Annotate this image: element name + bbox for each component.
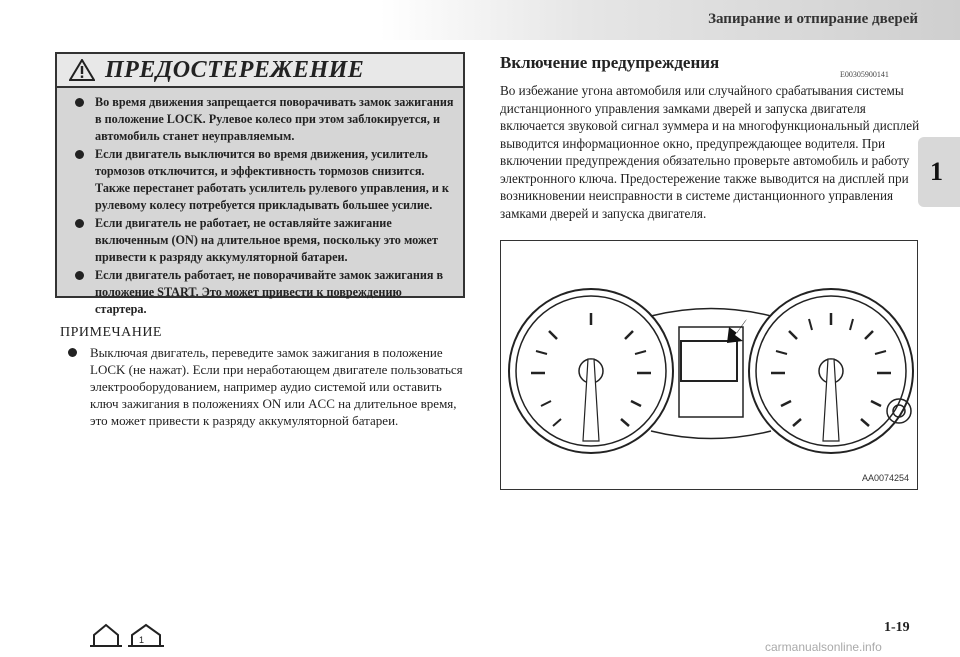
pointer-arrow-icon	[727, 319, 747, 343]
chapter-tab	[918, 137, 960, 207]
warning-list	[57, 88, 463, 318]
svg-text:1: 1	[139, 635, 145, 645]
warning-header	[57, 54, 463, 88]
note-title: ПРИМЕЧАНИЕ	[60, 325, 162, 340]
section-title: Включение предупреждения	[500, 53, 720, 72]
chapter-tab-number: 1	[930, 157, 943, 186]
note-item: Выключая двигатель, переведите замок зажигания в положение LOCK (не нажат). Если при неработающем двигателе пользоваться электрооборудованием, например аудио системой или оставить ключ зажигания в положениях ON или ACC на длительное время, это может привести к разряду аккумуляторной батареи.	[60, 344, 470, 429]
warning-triangle-icon	[69, 59, 95, 81]
instrument-cluster-illustration	[501, 241, 917, 489]
warning-box	[55, 52, 465, 316]
warning-title: ПРЕДОСТЕРЕЖЕНИЕ	[105, 56, 365, 83]
warning-item: Если двигатель не работает, не оставляйте зажигание включенным (ON) на длительное время, поскольку это может привести к разряду аккумуляторной батареи.	[75, 215, 455, 266]
warning-item: Во время движения запрещается поворачивать замок зажигания в положение LOCK. Рулевое колесо при этом заблокируется, и автомобиль станет неуправляемым.	[75, 94, 455, 145]
home-icon	[90, 625, 122, 646]
chapter-home-icon	[128, 625, 164, 646]
watermark-text: carmanualsonline.info	[765, 640, 882, 654]
page-number: 1-19	[884, 620, 910, 635]
page-navigation	[90, 622, 170, 653]
note-block	[60, 325, 470, 429]
instrument-cluster-figure	[500, 240, 918, 490]
section-code: E00305900141	[840, 70, 889, 79]
section-body: Во избежание угона автомобиля или случайного срабатывания системы дистанционного управления замками дверей и запуска двигателя включается звуковой сигнал зуммера и на многофункциональный дисплей выводится информационное окно, предупреждающее водителя. При включении предупреждения обязательно проверьте автомобиль и работу электронного ключа. Предостережение также выводится на дисплей при возникновении неисправности в системе дистанционного управления замками дверей и запуска двигателя.	[500, 83, 920, 221]
warning-item: Если двигатель выключится во время движения, усилитель тормозов отключится, и эффективность тормозов снизится. Также перестанет работать усилитель рулевого управления, и к рулевому колесу потребуется прикладывать большее усилие.	[75, 146, 455, 214]
warning-item: Если двигатель работает, не поворачивайте замок зажигания в положение START. Это может привести к повреждению стартера.	[75, 267, 455, 318]
figure-code: AA0074254	[861, 473, 909, 483]
header-band	[380, 0, 960, 40]
page-header-title: Запирание и отпирание дверей	[708, 11, 918, 27]
